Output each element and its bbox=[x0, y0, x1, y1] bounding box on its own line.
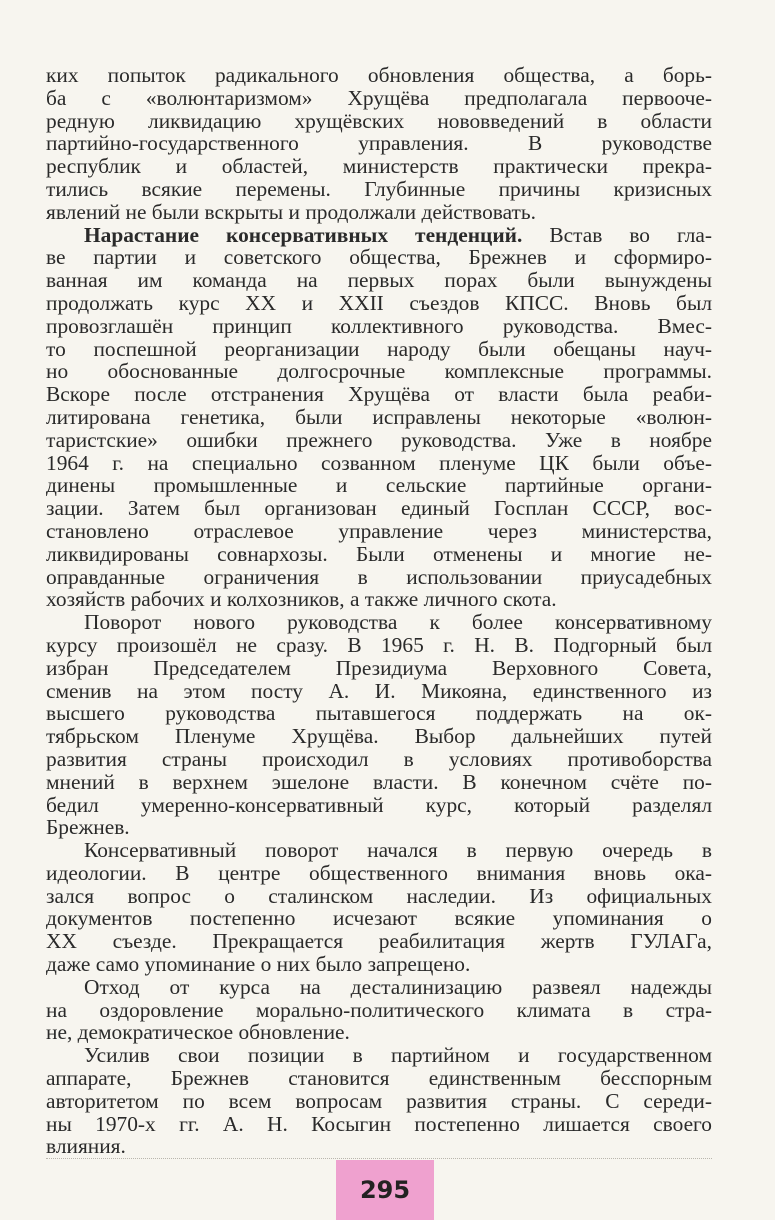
text-line: идеологии. В центре общественного внимания вновь ока- bbox=[46, 860, 712, 885]
text-line: избран Председателем Президиума Верховного Совета, bbox=[46, 655, 712, 680]
text-line: авторитетом по всем вопросам развития страны. С середи- bbox=[46, 1088, 712, 1113]
text-line: 1964 г. на специально созванном пленуме ЦК были объе- bbox=[46, 450, 712, 475]
text-line: ны 1970-х гг. А. Н. Косыгин постепенно лишается своего bbox=[46, 1111, 712, 1136]
text-line: Усилив свои позиции в партийном и государственном bbox=[84, 1043, 712, 1068]
text-line: то поспешной реорганизации народу были обещаны науч- bbox=[46, 336, 712, 361]
text-line: таристские» ошибки прежнего руководства. Уже в ноябре bbox=[46, 427, 712, 452]
text-line: развития страны происходил в условиях противоборства bbox=[46, 746, 712, 771]
text-line: мнений в верхнем эшелоне власти. В конечном счёте по- bbox=[46, 769, 712, 794]
text-line: не, демократическое обновление. bbox=[46, 1020, 350, 1045]
text-line: явлений не были вскрыты и продолжали действовать. bbox=[46, 199, 536, 224]
text-line: XX съезде. Прекращается реабилитация жертв ГУЛАГа, bbox=[46, 929, 712, 954]
text-line: Консервативный поворот начался в первую очередь в bbox=[84, 838, 712, 863]
paragraph-start bbox=[46, 224, 712, 247]
text-line: аппарате, Брежнев становится единственным бесспорным bbox=[46, 1066, 712, 1091]
text-line: зался вопрос о сталинском наследии. Из официальных bbox=[46, 883, 712, 908]
text-line: на оздоровление морально-политического климата в стра- bbox=[46, 997, 712, 1022]
text-line: ванная им команда на первых порах были вынуждены bbox=[46, 268, 712, 293]
text-line: тились всякие перемены. Глубинные причины кризисных bbox=[46, 176, 712, 201]
text-line: Поворот нового руководства к более консервативному bbox=[84, 610, 712, 635]
text-line: высшего руководства пытавшегося поддержать на ок- bbox=[46, 701, 712, 726]
text-line: провозглашён принцип коллективного руководства. Вмес- bbox=[46, 313, 712, 338]
text-line: литирована генетика, были исправлены некоторые «волюн- bbox=[46, 404, 712, 429]
text-line: ба с «волюнтаризмом» Хрущёва предполагала первооче- bbox=[46, 85, 712, 110]
text-line: республик и областей, министерств практически прекра- bbox=[46, 154, 712, 179]
text-run: Встав во гла- bbox=[522, 222, 712, 247]
section-heading: Нарастание консервативных тенденций. bbox=[84, 222, 523, 247]
text-line: динены промышленные и сельские партийные органи- bbox=[46, 473, 712, 498]
text-line: Отход от курса на десталинизацию развеял надежды bbox=[84, 974, 712, 999]
text-line: курсу произошёл не сразу. В 1965 г. Н. В. Подгорный был bbox=[46, 632, 712, 657]
text-line: ких попыток радикального обновления общества, а борь- bbox=[46, 63, 712, 87]
text-line: даже само упоминание о них было запрещено. bbox=[46, 952, 471, 977]
text-line: партийно-государственного управления. В руководстве bbox=[46, 131, 712, 156]
text-line: ликвидированы совнархозы. Были отменены и многие не- bbox=[46, 541, 712, 566]
text-line: оправданные ограничения в использовании приусадебных bbox=[46, 564, 712, 589]
text-line: продолжать курс XX и XXII съездов КПСС. Вновь был bbox=[46, 290, 712, 315]
text-line: влияния. bbox=[46, 1134, 126, 1159]
text-line: редную ликвидацию хрущёвских нововведений в области bbox=[46, 108, 712, 133]
text-line: становлено отраслевое управление через министерства, bbox=[46, 518, 712, 543]
text-body bbox=[46, 64, 712, 1158]
text-line: бедил умеренно-консервативный курс, который разделял bbox=[46, 792, 712, 817]
text-line: документов постепенно исчезают всякие упоминания о bbox=[46, 906, 712, 931]
text-line: но обоснованные долгосрочные комплексные программы. bbox=[46, 359, 712, 384]
page-number-badge bbox=[336, 1160, 434, 1220]
text-line: Вскоре после отстранения Хрущёва от власти была реаби- bbox=[46, 382, 712, 407]
text-line: сменив на этом посту А. И. Микояна, единственного из bbox=[46, 678, 712, 703]
page-number: 295 bbox=[359, 1176, 411, 1204]
text-line: ве партии и советского общества, Брежнев и сформиро- bbox=[46, 245, 712, 270]
text-line: Брежнев. bbox=[46, 815, 130, 840]
text-line: хозяйств рабочих и колхозников, а также личного скота. bbox=[46, 587, 557, 612]
footer-divider bbox=[46, 1158, 712, 1159]
text-line: зации. Затем был организован единый Госплан СССР, вос- bbox=[46, 496, 712, 521]
text-line: тябрьском Пленуме Хрущёва. Выбор дальнейших путей bbox=[46, 724, 712, 749]
